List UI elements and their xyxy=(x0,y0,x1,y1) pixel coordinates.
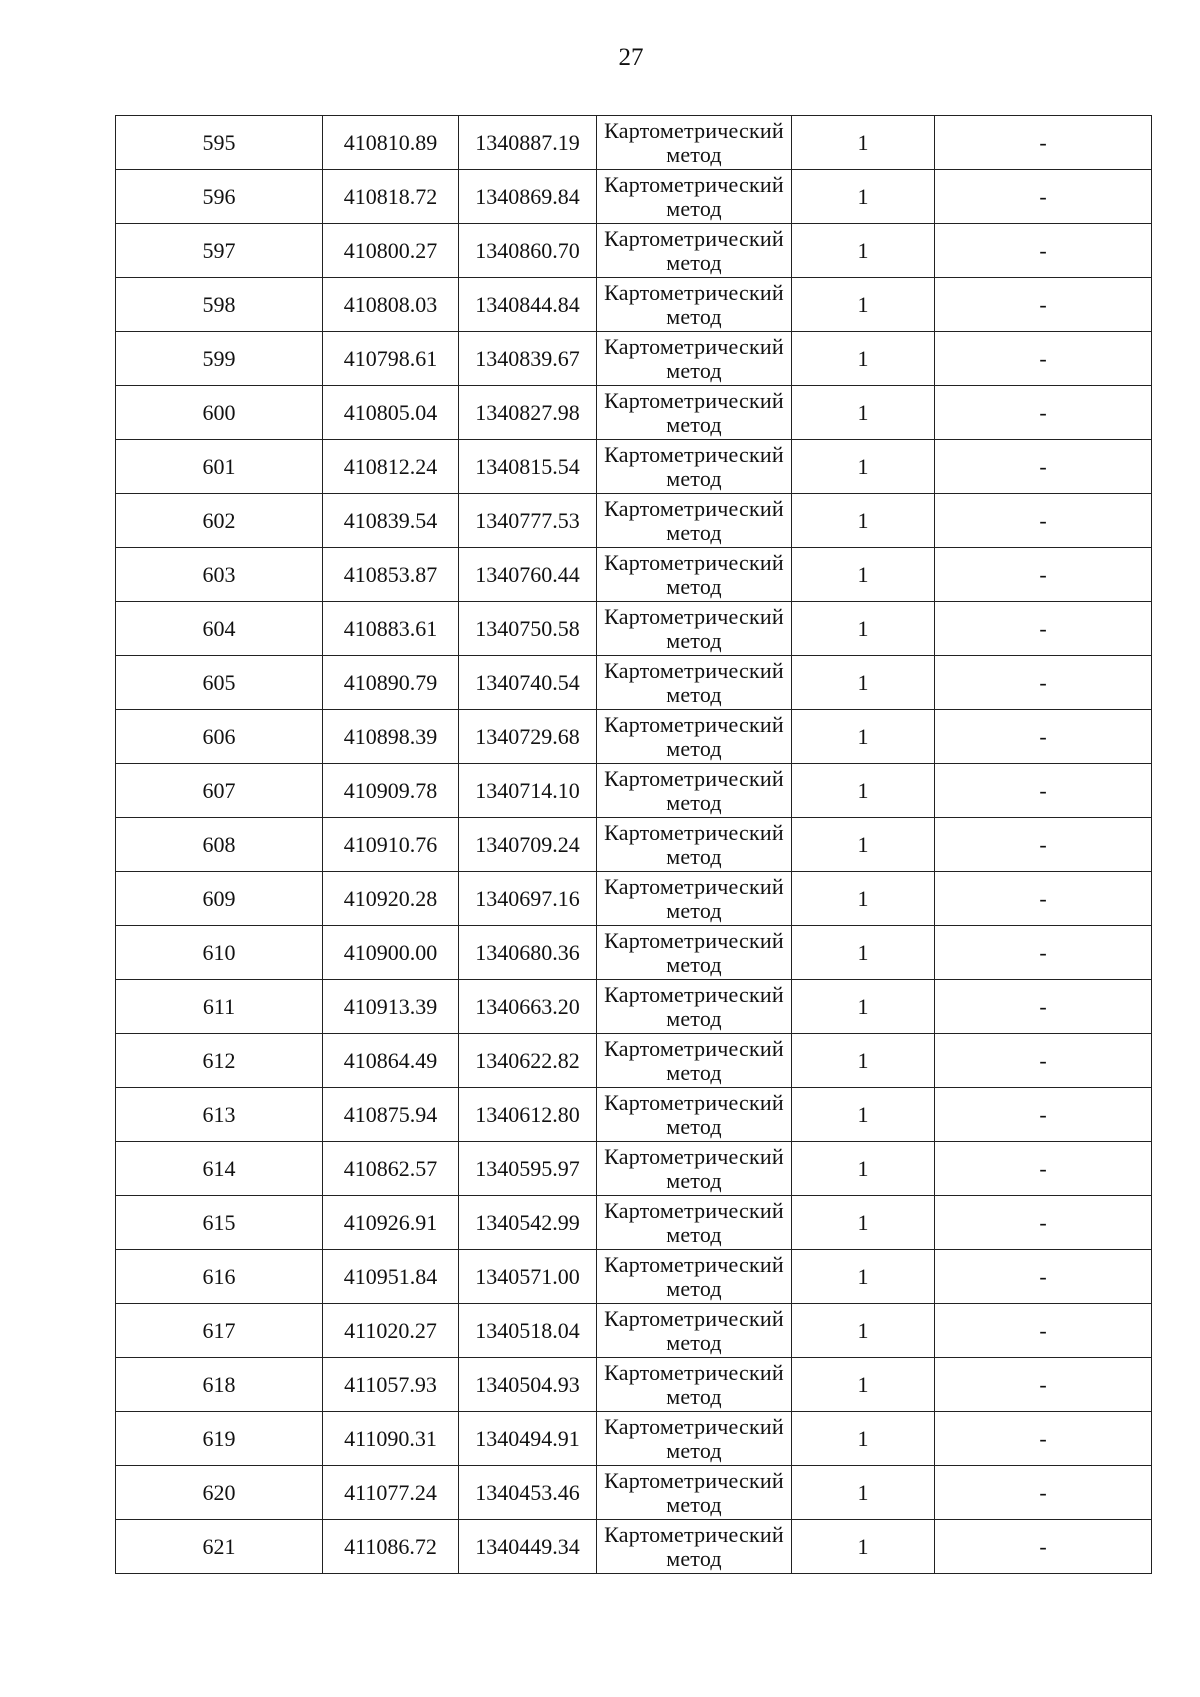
accuracy-cell: 1 xyxy=(792,1034,935,1088)
y-coordinate-cell: 1340449.34 xyxy=(459,1520,597,1574)
note-cell: - xyxy=(935,116,1152,170)
table-row xyxy=(116,980,1152,1034)
table-row xyxy=(116,332,1152,386)
note-cell: - xyxy=(935,602,1152,656)
point-number-cell: 606 xyxy=(116,710,323,764)
point-number-cell: 616 xyxy=(116,1250,323,1304)
method-line-1: Картометрический xyxy=(604,441,784,467)
table-row xyxy=(116,1304,1152,1358)
y-coordinate-cell: 1340740.54 xyxy=(459,656,597,710)
x-coordinate-cell: 410810.89 xyxy=(323,116,459,170)
accuracy-cell: 1 xyxy=(792,1142,935,1196)
method-line-2: метод xyxy=(666,627,722,653)
x-coordinate-cell: 411086.72 xyxy=(323,1520,459,1574)
y-coordinate-cell: 1340504.93 xyxy=(459,1358,597,1412)
point-number-cell: 610 xyxy=(116,926,323,980)
y-coordinate-cell: 1340887.19 xyxy=(459,116,597,170)
accuracy-cell: 1 xyxy=(792,818,935,872)
table-row xyxy=(116,1358,1152,1412)
method-line-2: метод xyxy=(666,357,722,383)
method-cell xyxy=(597,980,792,1034)
point-number-cell: 603 xyxy=(116,548,323,602)
y-coordinate-cell: 1340760.44 xyxy=(459,548,597,602)
y-coordinate-cell: 1340750.58 xyxy=(459,602,597,656)
accuracy-cell: 1 xyxy=(792,710,935,764)
x-coordinate-cell: 410910.76 xyxy=(323,818,459,872)
method-line-1: Картометрический xyxy=(604,657,784,683)
method-line-1: Картометрический xyxy=(604,171,784,197)
table-row xyxy=(116,872,1152,926)
x-coordinate-cell: 410818.72 xyxy=(323,170,459,224)
method-line-1: Картометрический xyxy=(604,819,784,845)
x-coordinate-cell: 411077.24 xyxy=(323,1466,459,1520)
accuracy-cell: 1 xyxy=(792,386,935,440)
point-number-cell: 611 xyxy=(116,980,323,1034)
method-cell xyxy=(597,440,792,494)
method-cell xyxy=(597,1142,792,1196)
page-number: 27 xyxy=(618,44,644,71)
note-cell: - xyxy=(935,1088,1152,1142)
accuracy-cell: 1 xyxy=(792,1304,935,1358)
method-line-1: Картометрический xyxy=(604,225,784,251)
method-cell xyxy=(597,386,792,440)
point-number-cell: 605 xyxy=(116,656,323,710)
y-coordinate-cell: 1340622.82 xyxy=(459,1034,597,1088)
point-number-cell: 607 xyxy=(116,764,323,818)
method-cell xyxy=(597,710,792,764)
method-line-2: метод xyxy=(666,897,722,923)
table-row xyxy=(116,710,1152,764)
method-line-1: Картометрический xyxy=(604,1089,784,1115)
x-coordinate-cell: 411020.27 xyxy=(323,1304,459,1358)
y-coordinate-cell: 1340869.84 xyxy=(459,170,597,224)
method-line-2: метод xyxy=(666,249,722,275)
method-cell xyxy=(597,332,792,386)
note-cell: - xyxy=(935,872,1152,926)
note-cell: - xyxy=(935,278,1152,332)
method-cell xyxy=(597,926,792,980)
method-cell xyxy=(597,764,792,818)
x-coordinate-cell: 410883.61 xyxy=(323,602,459,656)
note-cell: - xyxy=(935,1196,1152,1250)
method-line-2: метод xyxy=(666,681,722,707)
method-line-2: метод xyxy=(666,1005,722,1031)
method-line-2: метод xyxy=(666,1275,722,1301)
point-number-cell: 597 xyxy=(116,224,323,278)
method-line-1: Картометрический xyxy=(604,603,784,629)
x-coordinate-cell: 410853.87 xyxy=(323,548,459,602)
accuracy-cell: 1 xyxy=(792,1250,935,1304)
method-line-2: метод xyxy=(666,789,722,815)
table-row xyxy=(116,548,1152,602)
note-cell: - xyxy=(935,764,1152,818)
method-line-2: метод xyxy=(666,1221,722,1247)
accuracy-cell: 1 xyxy=(792,1412,935,1466)
x-coordinate-cell: 410926.91 xyxy=(323,1196,459,1250)
method-line-2: метод xyxy=(666,519,722,545)
method-line-2: метод xyxy=(666,735,722,761)
x-coordinate-cell: 410951.84 xyxy=(323,1250,459,1304)
accuracy-cell: 1 xyxy=(792,440,935,494)
method-line-2: метод xyxy=(666,303,722,329)
note-cell: - xyxy=(935,980,1152,1034)
table-row xyxy=(116,926,1152,980)
y-coordinate-cell: 1340453.46 xyxy=(459,1466,597,1520)
method-line-1: Картометрический xyxy=(604,1251,784,1277)
note-cell: - xyxy=(935,710,1152,764)
note-cell: - xyxy=(935,494,1152,548)
point-number-cell: 615 xyxy=(116,1196,323,1250)
note-cell: - xyxy=(935,1520,1152,1574)
note-cell: - xyxy=(935,818,1152,872)
method-line-1: Картометрический xyxy=(604,981,784,1007)
y-coordinate-cell: 1340571.00 xyxy=(459,1250,597,1304)
method-line-2: метод xyxy=(666,195,722,221)
method-line-2: метод xyxy=(666,1437,722,1463)
accuracy-cell: 1 xyxy=(792,980,935,1034)
method-line-1: Картометрический xyxy=(604,1035,784,1061)
method-line-1: Картометрический xyxy=(604,1467,784,1493)
method-cell xyxy=(597,494,792,548)
x-coordinate-cell: 410900.00 xyxy=(323,926,459,980)
point-number-cell: 618 xyxy=(116,1358,323,1412)
method-cell xyxy=(597,602,792,656)
table-row xyxy=(116,1250,1152,1304)
x-coordinate-cell: 410808.03 xyxy=(323,278,459,332)
method-cell xyxy=(597,1358,792,1412)
accuracy-cell: 1 xyxy=(792,224,935,278)
method-cell xyxy=(597,1520,792,1574)
note-cell: - xyxy=(935,656,1152,710)
x-coordinate-cell: 410862.57 xyxy=(323,1142,459,1196)
y-coordinate-cell: 1340542.99 xyxy=(459,1196,597,1250)
method-line-1: Картометрический xyxy=(604,387,784,413)
method-line-1: Картометрический xyxy=(604,927,784,953)
accuracy-cell: 1 xyxy=(792,926,935,980)
x-coordinate-cell: 410898.39 xyxy=(323,710,459,764)
table-row xyxy=(116,1412,1152,1466)
page-number-container xyxy=(0,43,1200,73)
method-cell xyxy=(597,278,792,332)
accuracy-cell: 1 xyxy=(792,602,935,656)
method-cell xyxy=(597,1196,792,1250)
table-row xyxy=(116,386,1152,440)
table-row xyxy=(116,440,1152,494)
point-number-cell: 608 xyxy=(116,818,323,872)
y-coordinate-cell: 1340494.91 xyxy=(459,1412,597,1466)
method-line-1: Картометрический xyxy=(604,1197,784,1223)
table-row xyxy=(116,602,1152,656)
accuracy-cell: 1 xyxy=(792,116,935,170)
method-line-2: метод xyxy=(666,573,722,599)
table-row xyxy=(116,1196,1152,1250)
accuracy-cell: 1 xyxy=(792,494,935,548)
point-number-cell: 620 xyxy=(116,1466,323,1520)
method-line-2: метод xyxy=(666,1545,722,1571)
x-coordinate-cell: 410890.79 xyxy=(323,656,459,710)
method-line-2: метод xyxy=(666,1113,722,1139)
method-line-2: метод xyxy=(666,1329,722,1355)
y-coordinate-cell: 1340595.97 xyxy=(459,1142,597,1196)
method-line-1: Картометрический xyxy=(604,549,784,575)
table-row xyxy=(116,818,1152,872)
y-coordinate-cell: 1340518.04 xyxy=(459,1304,597,1358)
note-cell: - xyxy=(935,1304,1152,1358)
y-coordinate-cell: 1340612.80 xyxy=(459,1088,597,1142)
method-line-2: метод xyxy=(666,141,722,167)
method-cell xyxy=(597,548,792,602)
y-coordinate-cell: 1340714.10 xyxy=(459,764,597,818)
note-cell: - xyxy=(935,170,1152,224)
y-coordinate-cell: 1340860.70 xyxy=(459,224,597,278)
accuracy-cell: 1 xyxy=(792,332,935,386)
method-cell xyxy=(597,818,792,872)
table-row xyxy=(116,224,1152,278)
table-row xyxy=(116,1520,1152,1574)
method-cell xyxy=(597,1034,792,1088)
note-cell: - xyxy=(935,1358,1152,1412)
y-coordinate-cell: 1340815.54 xyxy=(459,440,597,494)
table-row xyxy=(116,116,1152,170)
point-number-cell: 602 xyxy=(116,494,323,548)
method-line-1: Картометрический xyxy=(604,711,784,737)
method-line-1: Картометрический xyxy=(604,279,784,305)
note-cell: - xyxy=(935,1034,1152,1088)
note-cell: - xyxy=(935,386,1152,440)
method-line-2: метод xyxy=(666,843,722,869)
method-line-1: Картометрический xyxy=(604,1305,784,1331)
note-cell: - xyxy=(935,926,1152,980)
table-row xyxy=(116,278,1152,332)
accuracy-cell: 1 xyxy=(792,1520,935,1574)
point-number-cell: 596 xyxy=(116,170,323,224)
point-number-cell: 621 xyxy=(116,1520,323,1574)
accuracy-cell: 1 xyxy=(792,1466,935,1520)
method-line-1: Картометрический xyxy=(604,765,784,791)
table-row xyxy=(116,1142,1152,1196)
method-line-2: метод xyxy=(666,465,722,491)
x-coordinate-cell: 410913.39 xyxy=(323,980,459,1034)
x-coordinate-cell: 411090.31 xyxy=(323,1412,459,1466)
x-coordinate-cell: 410839.54 xyxy=(323,494,459,548)
coordinates-table xyxy=(115,115,1152,1574)
method-line-2: метод xyxy=(666,1059,722,1085)
table-row xyxy=(116,1034,1152,1088)
note-cell: - xyxy=(935,1466,1152,1520)
method-line-1: Картометрический xyxy=(604,873,784,899)
accuracy-cell: 1 xyxy=(792,1358,935,1412)
table-row xyxy=(116,494,1152,548)
method-cell xyxy=(597,1250,792,1304)
y-coordinate-cell: 1340839.67 xyxy=(459,332,597,386)
y-coordinate-cell: 1340709.24 xyxy=(459,818,597,872)
point-number-cell: 599 xyxy=(116,332,323,386)
note-cell: - xyxy=(935,1250,1152,1304)
y-coordinate-cell: 1340777.53 xyxy=(459,494,597,548)
y-coordinate-cell: 1340729.68 xyxy=(459,710,597,764)
note-cell: - xyxy=(935,1412,1152,1466)
method-cell xyxy=(597,1412,792,1466)
y-coordinate-cell: 1340663.20 xyxy=(459,980,597,1034)
point-number-cell: 600 xyxy=(116,386,323,440)
point-number-cell: 601 xyxy=(116,440,323,494)
method-line-2: метод xyxy=(666,411,722,437)
point-number-cell: 617 xyxy=(116,1304,323,1358)
table-row xyxy=(116,1466,1152,1520)
point-number-cell: 598 xyxy=(116,278,323,332)
x-coordinate-cell: 410875.94 xyxy=(323,1088,459,1142)
y-coordinate-cell: 1340827.98 xyxy=(459,386,597,440)
method-cell xyxy=(597,656,792,710)
x-coordinate-cell: 410864.49 xyxy=(323,1034,459,1088)
method-cell xyxy=(597,1304,792,1358)
method-line-2: метод xyxy=(666,1167,722,1193)
method-line-1: Картометрический xyxy=(604,1359,784,1385)
note-cell: - xyxy=(935,224,1152,278)
method-cell xyxy=(597,1466,792,1520)
y-coordinate-cell: 1340697.16 xyxy=(459,872,597,926)
accuracy-cell: 1 xyxy=(792,764,935,818)
note-cell: - xyxy=(935,332,1152,386)
table-row xyxy=(116,656,1152,710)
note-cell: - xyxy=(935,440,1152,494)
point-number-cell: 609 xyxy=(116,872,323,926)
method-cell xyxy=(597,116,792,170)
method-cell xyxy=(597,224,792,278)
point-number-cell: 595 xyxy=(116,116,323,170)
method-line-1: Картометрический xyxy=(604,495,784,521)
accuracy-cell: 1 xyxy=(792,170,935,224)
method-cell xyxy=(597,170,792,224)
table-row xyxy=(116,170,1152,224)
accuracy-cell: 1 xyxy=(792,656,935,710)
method-line-2: метод xyxy=(666,1383,722,1409)
accuracy-cell: 1 xyxy=(792,872,935,926)
x-coordinate-cell: 411057.93 xyxy=(323,1358,459,1412)
point-number-cell: 619 xyxy=(116,1412,323,1466)
method-line-1: Картометрический xyxy=(604,1413,784,1439)
coordinates-table-body xyxy=(116,116,1152,1574)
table-row xyxy=(116,1088,1152,1142)
method-cell xyxy=(597,872,792,926)
x-coordinate-cell: 410909.78 xyxy=(323,764,459,818)
point-number-cell: 613 xyxy=(116,1088,323,1142)
method-line-2: метод xyxy=(666,951,722,977)
method-line-1: Картометрический xyxy=(604,1143,784,1169)
accuracy-cell: 1 xyxy=(792,1088,935,1142)
method-line-2: метод xyxy=(666,1491,722,1517)
y-coordinate-cell: 1340844.84 xyxy=(459,278,597,332)
point-number-cell: 604 xyxy=(116,602,323,656)
note-cell: - xyxy=(935,1142,1152,1196)
method-line-1: Картометрический xyxy=(604,1521,784,1547)
accuracy-cell: 1 xyxy=(792,1196,935,1250)
y-coordinate-cell: 1340680.36 xyxy=(459,926,597,980)
x-coordinate-cell: 410920.28 xyxy=(323,872,459,926)
note-cell: - xyxy=(935,548,1152,602)
x-coordinate-cell: 410805.04 xyxy=(323,386,459,440)
method-cell xyxy=(597,1088,792,1142)
x-coordinate-cell: 410800.27 xyxy=(323,224,459,278)
method-line-1: Картометрический xyxy=(604,333,784,359)
method-line-1: Картометрический xyxy=(604,117,784,143)
x-coordinate-cell: 410812.24 xyxy=(323,440,459,494)
point-number-cell: 614 xyxy=(116,1142,323,1196)
accuracy-cell: 1 xyxy=(792,548,935,602)
x-coordinate-cell: 410798.61 xyxy=(323,332,459,386)
accuracy-cell: 1 xyxy=(792,278,935,332)
table-row xyxy=(116,764,1152,818)
point-number-cell: 612 xyxy=(116,1034,323,1088)
